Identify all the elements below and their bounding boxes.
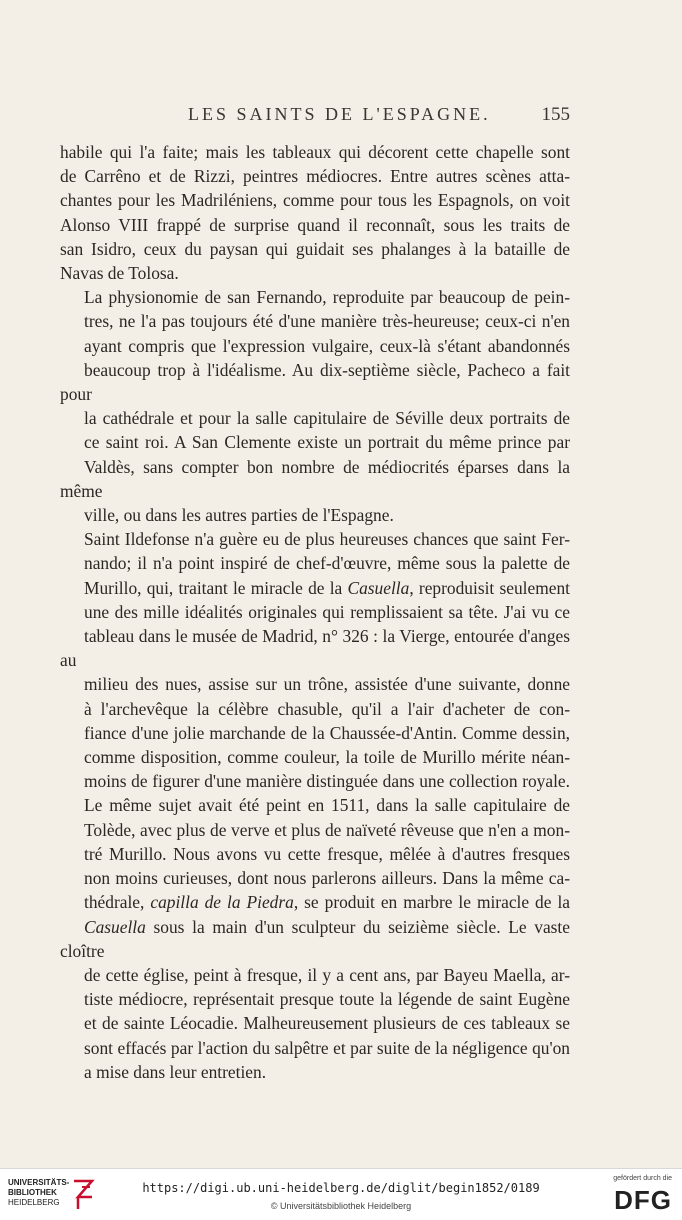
paragraph (60, 285, 570, 527)
text-fragment: thédrale, (84, 892, 145, 913)
copyright-notice: © Universitätsbibliothek Heidelberg (270, 1201, 412, 1211)
text-line: la cathédrale et pour la salle capitulaire de Séville deux portraits de (84, 408, 570, 429)
italic-term: Casuella (347, 577, 410, 598)
text-line: Tolède, avec plus de verve et plus de naïveté rêveuse que n'en a mon- (84, 819, 570, 840)
text-line: Saint Ildefonse n'a guère eu de plus heureuses chances que saint Fer- (84, 529, 570, 550)
library-name-line: HEIDELBERG (8, 1198, 60, 1207)
text-line: à l'archevêque la célèbre chasuble, qu'il a l'air d'acheter de con- (84, 698, 570, 719)
text-line: non moins curieuses, dont nous parlerons ailleurs. Dans la même ca- (84, 868, 570, 889)
text-line: fiance d'une jolie marchande de la Chaussée-d'Antin. Comme dessin, (84, 722, 570, 743)
viewer-footer (0, 1168, 682, 1220)
text-line: comme disposition, comme couleur, la toile de Murillo mérite néan- (84, 747, 570, 768)
text-line: chantes pour les Madriléniens, comme pour tous les Espagnols, on voit (60, 190, 570, 211)
text-line (60, 915, 570, 963)
body-text (60, 140, 570, 1084)
text-line: tré Murillo. Nous avons vu cette fresque, mêlée à d'autres fresques (84, 843, 570, 864)
funding-note: gefördert durch die (613, 1175, 672, 1182)
paragraph (60, 527, 570, 1084)
text-line: Alonso VIII frappé de surprise quand il reconnaît, sous les traits de (60, 214, 570, 235)
text-line: une des mille idéalités originales qui remplissaient sa tête. J'ai vu ce (84, 601, 570, 622)
text-line: ce saint roi. A San Clemente existe un portrait du même prince par (84, 432, 570, 453)
paragraph (60, 140, 570, 285)
text-line: et de sainte Léocadie. Malheureusement plusieurs de ces tableaux se (84, 1013, 570, 1034)
text-line: tres, ne l'a pas toujours été d'une manière très-heureuse; ceux-ci n'en (84, 311, 570, 332)
text-line: a mise dans leur entretien. (84, 1061, 267, 1082)
dfg-logo[interactable] (606, 1175, 672, 1215)
text-line (60, 890, 570, 914)
text-line: san Isidro, ceux du paysan qui guidait ses phalanges à la bataille de (60, 238, 570, 259)
page-number: 155 (541, 104, 570, 125)
text-fragment: , se produit en marbre le miracle de la (293, 892, 570, 913)
text-line: ville, ou dans les autres parties de l'Espagne. (84, 505, 394, 526)
text-fragment: Murillo, qui, traitant le miracle de la (84, 577, 343, 598)
funder-name: DFG (614, 1185, 672, 1215)
text-fragment: sous la main d'un sculpteur du seizième siècle. Le vaste cloître (60, 916, 570, 961)
text-line: tiste médiocre, représentait presque toute la légende de saint Eugène (84, 989, 570, 1010)
italic-term: capilla de la Piedra (150, 892, 294, 913)
running-title: LES SAINTS DE L'ESPAGNE. (188, 104, 491, 124)
text-line: habile qui l'a faite; mais les tableaux qui décorent cette chapelle sont (60, 142, 570, 162)
text-line: milieu des nues, assise sur un trône, assistée d'une suivante, donne (84, 674, 570, 695)
text-line: Le même sujet avait été peint en 1511, dans la salle capitulaire de (84, 795, 570, 816)
text-line: nando; il n'a point inspiré de chef-d'œuvre, même sous la palette de (84, 553, 570, 574)
running-head (60, 104, 570, 130)
italic-term: Casuella (84, 916, 146, 937)
text-line: de cette église, peint à fresque, il y a cent ans, par Bayeu Maella, ar- (84, 964, 570, 985)
text-line: de Carrêno et de Rizzi, peintres médiocres. Entre autres scènes atta- (60, 166, 570, 187)
text-line: Valdès, sans compter bon nombre de médiocrités éparses dans la même (60, 456, 570, 501)
library-name-line: BIBLIOTHEK (8, 1188, 57, 1197)
text-line: moins de figurer d'une manière distinguée dans une collection royale. (84, 771, 570, 792)
text-line (60, 576, 570, 600)
text-line: ayant compris que l'expression vulgaire, ceux-là s'étant abandonnés (84, 335, 570, 356)
text-line: Navas de Tolosa. (60, 263, 179, 284)
library-name-line: UNIVERSITÄTS- (8, 1178, 70, 1187)
text-line: sont effacés par l'action du salpêtre et par suite de la négligence qu'on (84, 1037, 570, 1058)
text-fragment: , reproduisit seulement (409, 577, 570, 598)
text-line: beaucoup trop à l'idéalisme. Au dix-septième siècle, Pacheco a fait pour (60, 359, 570, 405)
text-line: tableau dans le musée de Madrid, n° 326 : la Vierge, entourée d'anges au (60, 626, 570, 671)
text-line: La physionomie de san Fernando, reproduite par beaucoup de pein- (84, 287, 570, 308)
permalink-url[interactable]: https://digi.ub.uni-heidelberg.de/diglit/begin1852/0189 (142, 1181, 540, 1195)
